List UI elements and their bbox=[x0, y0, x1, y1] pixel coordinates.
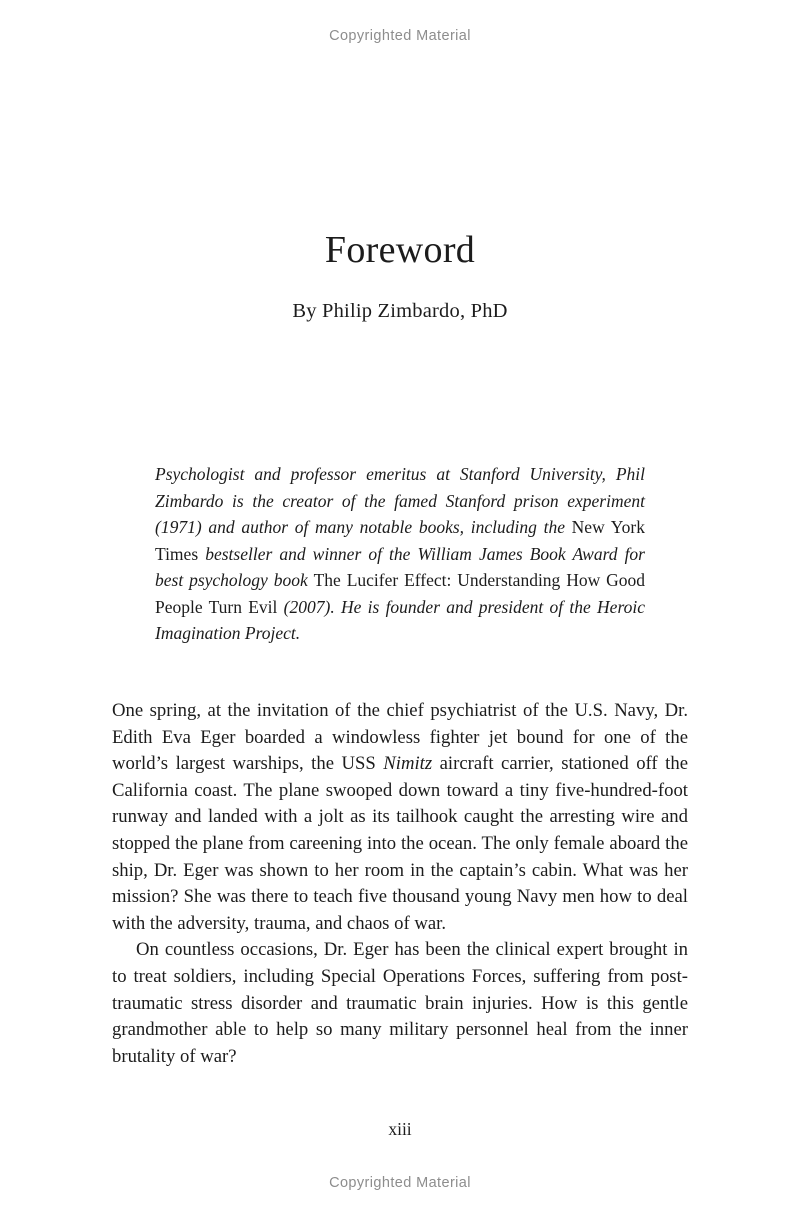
paragraph-2-run-1: On countless occasions, Dr. Eger has been the clinical expert brought in to treat soldiers, including Special Operations Forces, suffering from post-traumatic stress disorder and traumatic brain injuries. How is this gentle grandmother able to help so many military personnel heal from the inner brutality of war? bbox=[112, 939, 688, 1067]
paragraph-1-run-1: One spring, at the invitation of the chief psychiatrist of the U.S. Navy, Dr. Edith Eva Eger boarded a windowless fighter jet bound for one of the world’s largest warships, the USS bbox=[112, 700, 688, 775]
body-paragraph-1 bbox=[112, 698, 688, 937]
epigraph-run-4: The Lucifer Effect: Understanding How Good People Turn Evil bbox=[155, 570, 645, 617]
chapter-title: Foreword bbox=[324, 229, 476, 271]
epigraph-run-5: (2007). He is founder and president of the Heroic Imagination Project. bbox=[155, 596, 645, 643]
epigraph-run-1: Psychologist and professor emeritus at Stanford University, Phil Zimbardo is the creator of the famed Stanford prison experiment (1971) and author of many notable books, including the bbox=[155, 464, 645, 537]
paragraph-1-run-3: aircraft carrier, stationed off the California coast. The plane swooped down toward a tiny five-hundred-foot runway and landed with a jolt as its tailhook caught the arresting wire and stopped the plane from careening into the ocean. The only female aboard the ship, Dr. Eger was shown to her room in the captain’s cabin. What was her mission? She was there to teach five thousand young Navy men how to deal with the adversity, trauma, and chaos of war. bbox=[112, 753, 688, 934]
epigraph-run-2: New York Times bbox=[155, 517, 645, 564]
epigraph-run-3: bestseller and winner of the William James Book Award for best psychology book bbox=[155, 543, 645, 590]
body-text bbox=[112, 698, 688, 1070]
page-number: xiii bbox=[388, 1119, 412, 1139]
byline: By Philip Zimbardo, PhD bbox=[292, 300, 508, 322]
copyright-notice-top: Copyrighted Material bbox=[329, 28, 471, 44]
paragraph-1-run-2: Nimitz bbox=[383, 753, 433, 775]
body-paragraph-2 bbox=[112, 937, 688, 1070]
copyright-notice-bottom: Copyrighted Material bbox=[329, 1175, 471, 1191]
author-bio-epigraph bbox=[155, 461, 645, 647]
